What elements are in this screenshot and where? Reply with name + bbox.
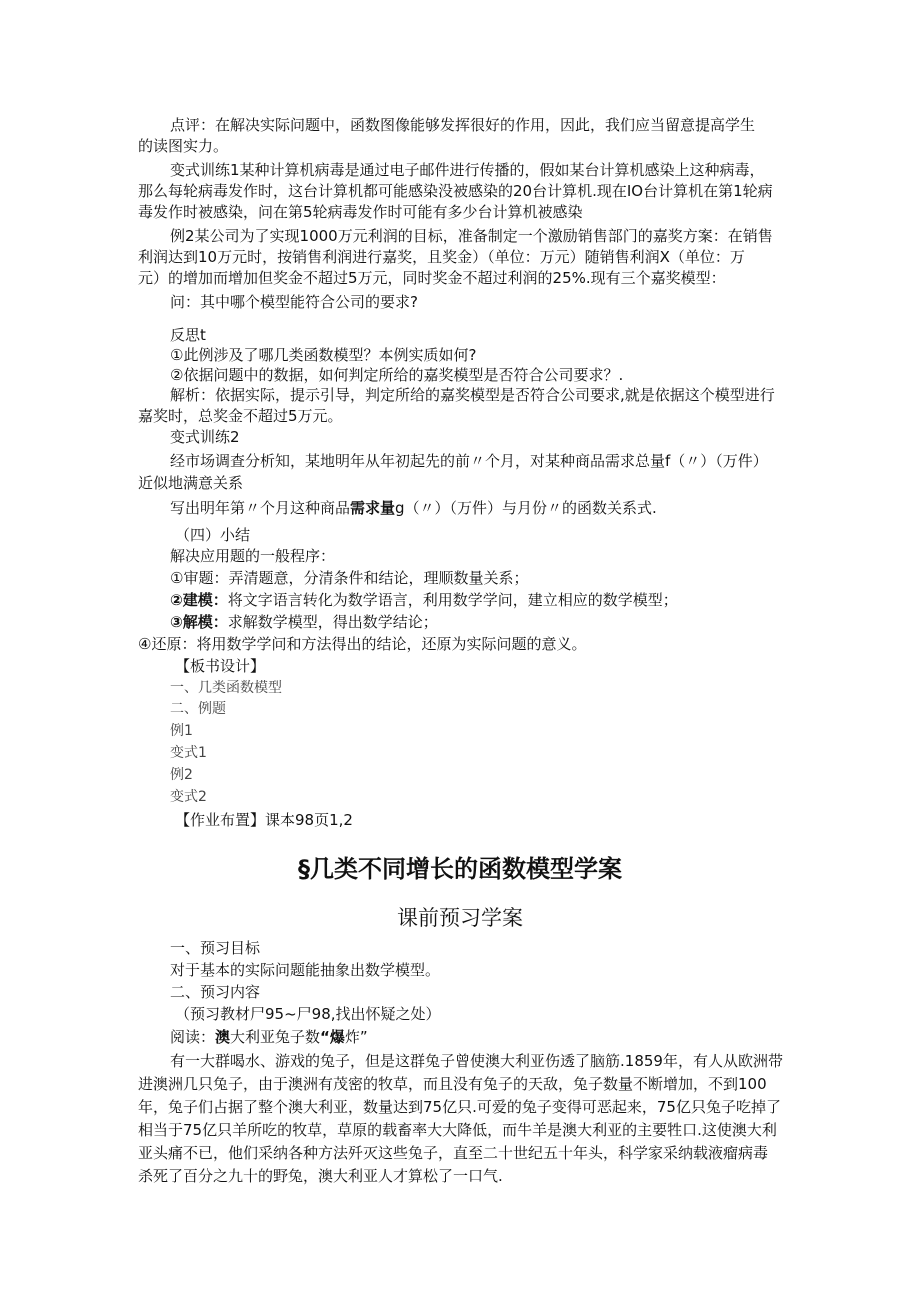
board-item-1: 一、几类函数模型: [170, 680, 282, 696]
step-1: ①审题：弄清题意，分清条件和结论，理顺数量关系；: [170, 569, 529, 587]
comment-line-2: 的读图实力。: [138, 137, 229, 155]
variant1-line-3: 毒发作时被感染，问在第5轮病毒发作时可能有多少台计算机被感染: [138, 203, 583, 221]
study-title: §几类不同增长的函数模型学案: [298, 855, 622, 883]
story-line-3: 年，兔子们占据了整个澳大利亚，数量达到75亿只.可爱的兔子变得可恶起来，75亿只兔子吃掉了: [138, 1098, 781, 1116]
step-2: [170, 590, 678, 610]
reading-label: 阅读：: [170, 1028, 216, 1046]
procedure-line: 解决应用题的一般程序：: [170, 547, 336, 565]
variant2-heading: 变式训练2: [170, 428, 240, 446]
board-item-4: 变式1: [170, 745, 207, 761]
preview-goal-heading: 一、预习目标: [170, 939, 261, 957]
homework-line: 【作业布置】课本98页1,2: [175, 811, 353, 829]
step-2-text: 将文字语言转化为数学语言，利用数学学问，建立相应的数学模型；: [227, 591, 678, 609]
market-line-2: 近似地满意关系: [138, 474, 244, 492]
story-line-4: 相当于75亿只羊所吃的牧草，草原的载畜率大大降低，而牛羊是澳大利亚的主要牲口.这使澳大利: [138, 1121, 777, 1139]
story-line-2: 进澳洲几只兔子，由于澳洲有茂密的牧草，而且没有兔子的天敌，兔子数量不断增加，不到100: [138, 1075, 767, 1093]
preview-content-heading: 二、预习内容: [170, 983, 261, 1001]
variant1-line-2: 那么每轮病毒发作时，这台计算机都可能感染没被感染的20台计算机.现在IO台计算机在第1轮病: [138, 182, 773, 200]
story-line-5: 亚头痛不已，他们采纳各种方法歼灭这些兔子，直至二十世纪五十年头，科学家采纳载液瘤病毒: [138, 1144, 769, 1162]
study-subtitle: 课前预习学案: [397, 906, 523, 930]
variant1-line-1: 变式训练1某种计算机病毒是通过电子邮件进行传播的，假如某台计算机感染上这种病毒，: [170, 161, 765, 179]
story-line-1: 有一大群喝水、游戏的兔子，但是这群兔子曾使澳大利亚伤透了脑筋.1859年，有人从欧洲带: [170, 1052, 783, 1070]
preview-content-text: （预习教材尸95~尸98,找出怀疑之处）: [175, 1005, 441, 1023]
step-3-text: 求解数学模型，得出数学结论；: [227, 613, 438, 631]
example2-line-2: 利润达到10万元时，按销售利润进行嘉奖，且奖金）（单位：万元）随销售利润X（单位：万: [138, 248, 745, 266]
story-line-6: 杀死了百分之九十的野兔，澳大利亚人才算松了一口气.: [138, 1167, 503, 1185]
comment-line-1: 点评：在解决实际问题中，函数图像能够发挥很好的作用，因此，我们应当留意提高学生: [170, 116, 756, 134]
reflect-heading: 反思t: [170, 326, 206, 344]
write-text-post: g（〃）（万件）与月份〃的函数关系式.: [395, 499, 657, 517]
reading-title-end: 炸”: [344, 1028, 368, 1046]
reading-title-bold-2: “爆: [320, 1028, 345, 1046]
analysis-line-1: 解析：依据实际，提示引导，判定所给的嘉奖模型是否符合公司要求,就是依据这个模型进行: [170, 386, 775, 404]
summary-heading: （四）小结: [175, 526, 251, 544]
reflect-question-2: ②依据问题中的数据，如何判定所给的嘉奖模型是否符合公司要求？.: [170, 366, 624, 384]
write-text-bold: 需求量: [350, 499, 396, 517]
board-item-5: 例2: [170, 767, 193, 783]
reflect-question-1: ①此例涉及了哪几类函数模型？本例实质如何?: [170, 346, 477, 364]
step-2-label: ②建模：: [170, 591, 228, 609]
board-item-3: 例1: [170, 723, 193, 739]
step-4: ④还原：将用数学学问和方法得出的结论，还原为实际问题的意义。: [138, 635, 587, 653]
market-line-1: 经市场调查分析知，某地明年从年初起先的前〃个月，对某种商品需求总量f（〃）（万件）: [170, 452, 768, 470]
write-text-pre: 写出明年第〃个月这种商品: [170, 499, 351, 517]
question-line: 问：其中哪个模型能符合公司的要求?: [170, 293, 418, 311]
example2-line-1: 例2某公司为了实现1000万元利润的目标，准备制定一个激励销售部门的嘉奖方案：在销售: [170, 227, 773, 245]
reading-title: [170, 1027, 368, 1047]
write-line: [170, 498, 657, 518]
board-item-6: 变式2: [170, 789, 207, 805]
reading-title-bold-1: 澳: [215, 1028, 231, 1046]
board-item-2: 二、例题: [170, 701, 226, 717]
step-3: [170, 612, 438, 632]
board-design-heading: 【板书设计】: [175, 657, 266, 675]
reading-title-mid: 大利亚兔子数: [230, 1028, 321, 1046]
step-3-label: ③解模：: [170, 613, 228, 631]
preview-goal-text: 对于基本的实际问题能抽象出数学模型。: [170, 961, 441, 979]
example2-line-3: 元）的增加而增加但奖金不超过5万元，同时奖金不超过利润的25%.现有三个嘉奖模型：: [138, 269, 726, 287]
analysis-line-2: 嘉奖时，总奖金不超过5万元。: [138, 407, 343, 425]
